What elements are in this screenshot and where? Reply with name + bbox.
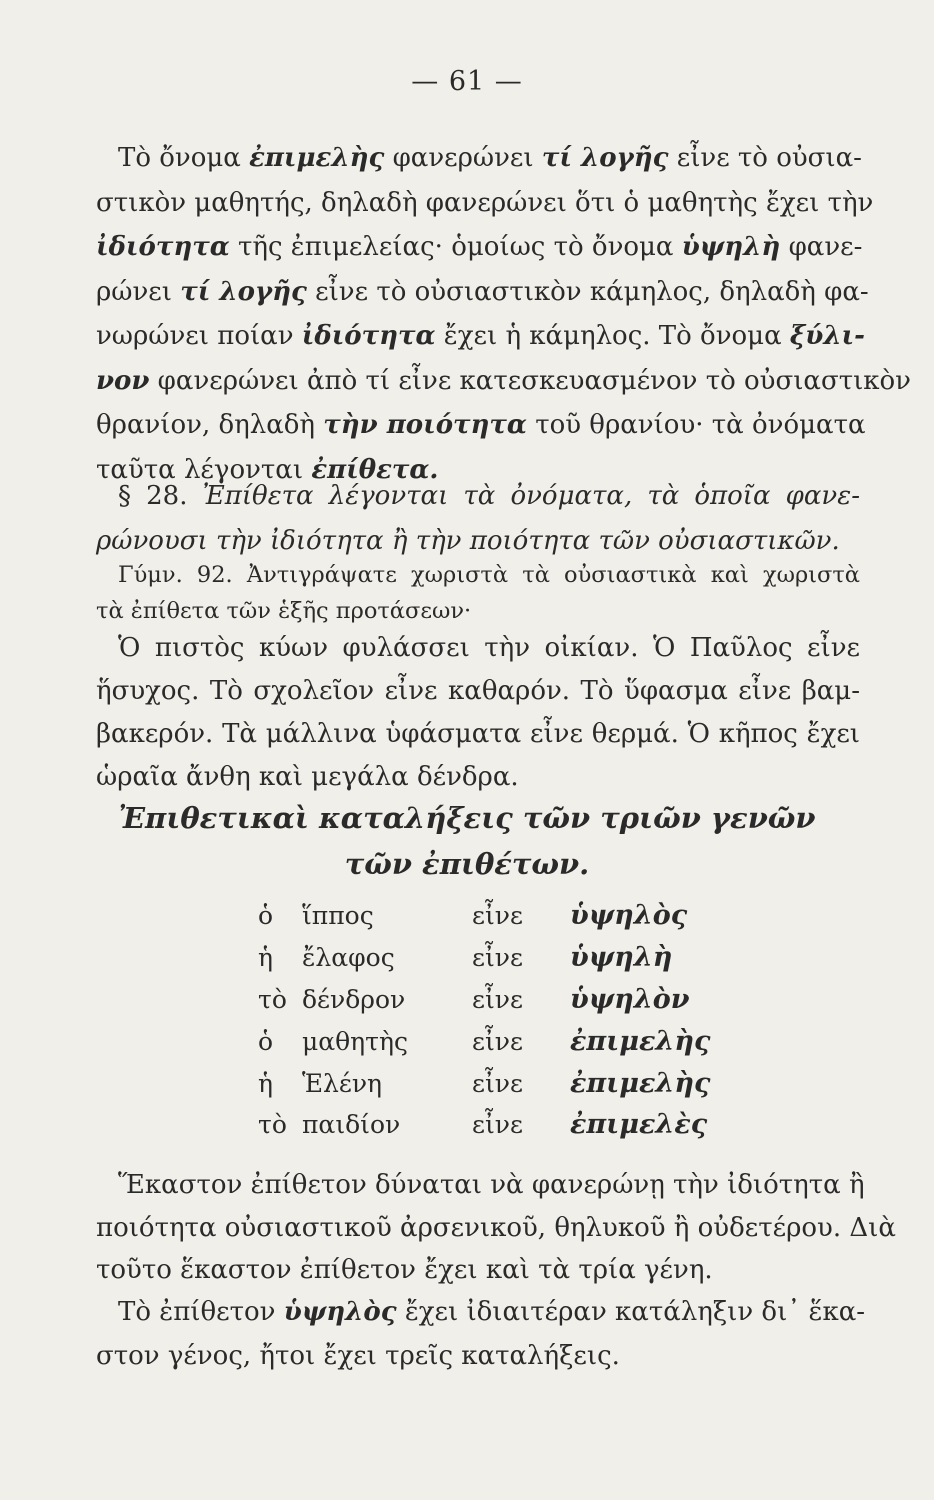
- text-line: τὰ ἐπίθετα τῶν ἑξῆς προτάσεων·: [96, 598, 472, 624]
- emphasis: τί λογῆς: [180, 276, 307, 307]
- verb-cell: εἶνε: [472, 1026, 523, 1056]
- heading-line: τῶν ἐπιθέτων.: [344, 847, 590, 881]
- exercise-sentences: [96, 627, 860, 799]
- article-cell: ὁ: [258, 1026, 274, 1056]
- exercise-instruction: [96, 557, 860, 629]
- text-line: νωρώνει ποίαν ἰδιότητα ἔχει ἡ κάμηλος. Τὸ ὄνομα ξύλι-: [96, 321, 865, 351]
- emphasis: ξύλι-: [789, 321, 865, 351]
- noun-cell: παιδίον: [302, 1110, 401, 1140]
- text-line: τοῦτο ἕκαστον ἐπίθετον ἔχει καὶ τὰ τρία γένη.: [96, 1255, 713, 1285]
- paragraph-definition: [96, 136, 911, 492]
- emphasis: νον: [96, 365, 150, 396]
- text-line: Τὸ ἐπίθετον ὑψηλὸς ἔχει ἰδιαιτέραν κατάληξιν δι᾽ ἕκα-: [118, 1297, 866, 1327]
- text-line: ποιότητα οὐσιαστικοῦ ἀρσενικοῦ, θηλυκοῦ ἢ οὐδετέρου. Διὰ: [96, 1212, 896, 1243]
- emphasis: ἰδιότητα: [301, 321, 436, 351]
- noun-cell: Ἑλένη: [302, 1068, 383, 1098]
- adjective-cell: ὑψηλὸν: [570, 983, 690, 1015]
- adjective-cell: ἐπιμελὴς: [570, 1025, 711, 1057]
- text-line: θρανίον, δηλαδὴ τὴν ποιότητα τοῦ θρανίου· τὰ ὀνόματα: [96, 410, 866, 440]
- adjective-endings-table: [258, 895, 710, 1146]
- article-cell: ἡ: [258, 943, 273, 973]
- page-number: — 61 —: [411, 66, 523, 97]
- adjective-cell: ἐπιμελὲς: [570, 1109, 708, 1141]
- table-row: [258, 937, 710, 979]
- text-line: ρώνουσι τὴν ἰδιότητα ἢ τὴν ποιότητα τῶν οὐσιαστικῶν.: [96, 525, 840, 556]
- noun-cell: ἵππος: [302, 901, 374, 931]
- emphasis: ἰδιότητα: [96, 232, 230, 262]
- article-cell: τὸ: [258, 984, 287, 1014]
- noun-cell: ἔλαφος: [302, 943, 395, 973]
- table-row: [258, 895, 710, 937]
- section-heading: [0, 795, 934, 887]
- section-number: § 28.: [118, 481, 188, 511]
- text-line: ἰδιότητα τῆς ἐπιμελείας· ὁμοίως τὸ ὄνομα ὑψηλὴ φανε-: [96, 232, 863, 262]
- text-line: στον γένος, ἤτοι ἔχει τρεῖς καταλήξεις.: [96, 1341, 620, 1371]
- text-line: ἥσυχος. Τὸ σχολεῖον εἶνε καθαρόν. Τὸ ὕφασμα εἶνε βαμ-: [96, 676, 860, 706]
- text-line: ταῦτα λέγονται ἐπίθετα.: [96, 454, 439, 485]
- emphasis: ὑψηλὴ: [681, 232, 781, 262]
- emphasis: ἐπίθετα.: [311, 454, 439, 485]
- paragraph-endings: [96, 1290, 866, 1378]
- table-row: [258, 1020, 710, 1062]
- noun-cell: δένδρον: [302, 984, 406, 1014]
- text-line: Γύμν. 92. Ἀντιγράψατε χωριστὰ τὰ οὐσιαστικὰ καὶ χωριστὰ: [118, 562, 860, 588]
- paragraph-genders: [96, 1164, 896, 1292]
- table-row: [258, 1062, 710, 1104]
- emphasis: ἐπιμελὴς: [249, 143, 385, 173]
- rule-paragraph: [96, 474, 860, 563]
- text-line: § 28. Ἐπίθετα λέγονται τὰ ὀνόματα, τὰ ὁποῖα φανε-: [118, 481, 860, 511]
- verb-cell: εἶνε: [472, 943, 523, 973]
- text-line: Τὸ ὄνομα ἐπιμελὴς φανερώνει τί λογῆς εἶνε τὸ οὐσια-: [118, 143, 862, 173]
- heading-line: Ἐπιθετικαὶ καταλήξεις τῶν τριῶν γενῶν: [118, 801, 816, 835]
- emphasis: τί λογῆς: [541, 143, 669, 173]
- verb-cell: εἶνε: [472, 901, 523, 931]
- text-line: στικὸν μαθητής, δηλαδὴ φανερώνει ὅτι ὁ μαθητὴς ἔχει τὴν: [96, 187, 874, 218]
- table-row: [258, 1104, 710, 1146]
- emphasis: ὑψηλὸς: [283, 1297, 397, 1327]
- text-line: νον φανερώνει ἀπὸ τί εἶνε κατεσκευασμένον τὸ οὐσιαστικὸν: [96, 365, 911, 396]
- verb-cell: εἶνε: [472, 1068, 523, 1098]
- adjective-cell: ὑψηλὸς: [570, 900, 688, 932]
- noun-cell: μαθητὴς: [302, 1026, 408, 1056]
- text-line: βακερόν. Τὰ μάλλινα ὑφάσματα εἶνε θερμά. Ὁ κῆπος ἔχει: [96, 719, 860, 749]
- text-line: Ὁ πιστὸς κύων φυλάσσει τὴν οἰκίαν. Ὁ Παῦλος εἶνε: [118, 633, 860, 663]
- text-line: ὡραῖα ἄνθη καὶ μεγάλα δένδρα.: [96, 762, 519, 792]
- verb-cell: εἶνε: [472, 1110, 523, 1140]
- table-row: [258, 979, 710, 1021]
- article-cell: ὁ: [258, 901, 274, 931]
- text-line: Ἕκαστον ἐπίθετον δύναται νὰ φανερώνῃ τὴν ἰδιότητα ἢ: [118, 1170, 865, 1200]
- adjective-cell: ὑψηλὴ: [570, 942, 673, 974]
- text-line: ρώνει τί λογῆς εἶνε τὸ οὐσιαστικὸν κάμηλος, δηλαδὴ φα-: [96, 276, 869, 307]
- article-cell: ἡ: [258, 1068, 273, 1098]
- article-cell: τὸ: [258, 1110, 287, 1140]
- verb-cell: εἶνε: [472, 984, 523, 1014]
- emphasis: τὴν ποιότητα: [323, 410, 527, 440]
- adjective-cell: ἐπιμελὴς: [570, 1067, 711, 1099]
